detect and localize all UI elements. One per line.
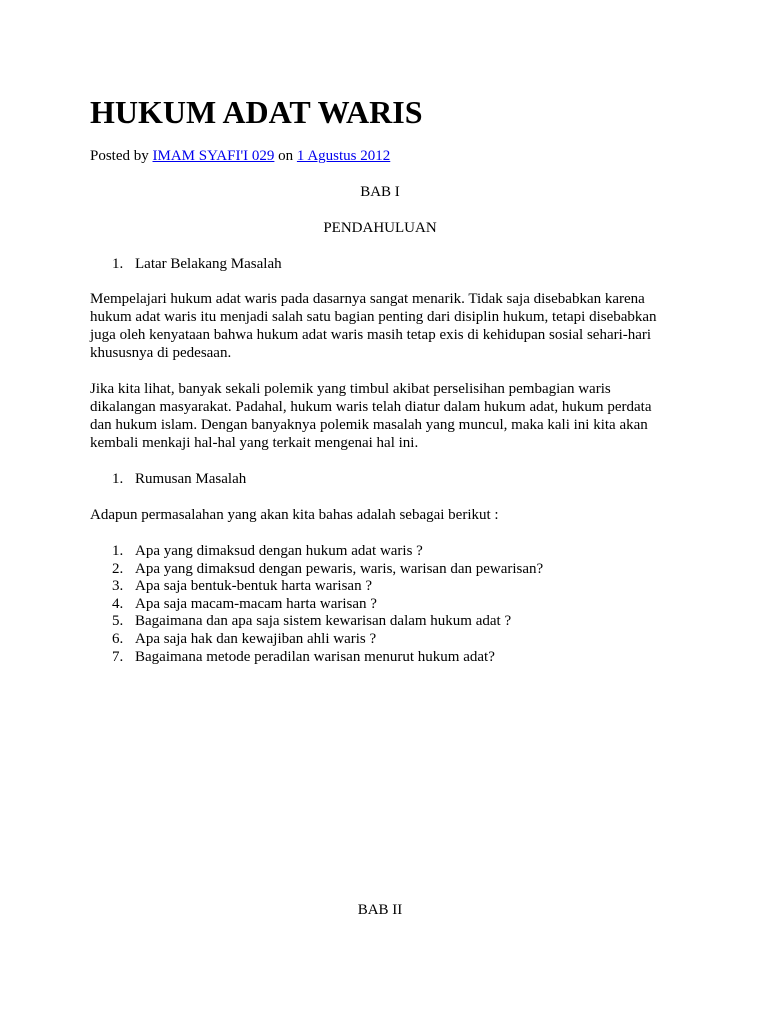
list-item <box>112 595 543 613</box>
list-item-number: 1. <box>112 543 124 559</box>
page-title: HUKUM ADAT WARIS <box>90 94 423 130</box>
subsection-number: 1. <box>112 256 124 272</box>
chapter-heading-bab1: BAB I <box>360 184 400 200</box>
subsection-label: Latar Belakang Masalah <box>135 256 282 272</box>
byline-middle: on <box>274 148 297 164</box>
list-item <box>112 648 543 666</box>
list-item-number: 7. <box>112 648 124 665</box>
list-item-text: Apa saja bentuk-bentuk harta warisan ? <box>135 578 372 595</box>
byline-prefix: Posted by <box>90 148 153 164</box>
date-link[interactable]: 1 Agustus 2012 <box>296 148 391 164</box>
list-item-number: 3. <box>112 578 124 595</box>
list-item <box>112 560 543 578</box>
subsection-label: Rumusan Masalah <box>135 471 247 487</box>
subsection-rumusan-masalah <box>112 470 246 488</box>
subsection-number: 1. <box>112 471 124 487</box>
paragraph-1: Mempelajari hukum adat waris pada dasarnya sangat menarik. Tidak saja disebabkan karena hukum adat waris itu menjadi salah satu bagian penting dari disiplin hukum, tetapi disebabkan juga oleh kenyataan bahwa hukum adat waris masih tetap exis di kehidupan sosial sehari-hari khususnya di pedesaan. <box>90 291 657 361</box>
list-item-text: Apa saja macam-macam harta warisan ? <box>135 595 377 612</box>
list-item-number: 4. <box>112 595 124 612</box>
list-item-text: Apa yang dimaksud dengan hukum adat waris ? <box>135 543 423 559</box>
list-item <box>112 542 543 560</box>
section-heading-pendahuluan: PENDAHULUAN <box>323 220 437 236</box>
paragraph-2: Jika kita lihat, banyak sekali polemik yang timbul akibat perselisihan pembagian waris dikalangan masyarakat. Padahal, hukum waris telah diatur dalam hukum adat, hukum perdata dan hukum islam. Dengan banyaknya polemik masalah yang muncul, maka kali ini kita akan kembali menkaji hal-hal yang terkait mengenai hal ini. <box>90 381 652 451</box>
list-item-number: 2. <box>112 560 124 577</box>
list-item-number: 5. <box>112 613 124 630</box>
list-item-text: Bagaimana dan apa saja sistem kewarisan dalam hukum adat ? <box>135 613 512 630</box>
list-intro: Adapun permasalahan yang akan kita bahas adalah sebagai berikut : <box>90 507 499 523</box>
subsection-latar-belakang <box>112 255 282 273</box>
list-item <box>112 577 543 595</box>
list-item-text: Apa yang dimaksud dengan pewaris, waris, warisan dan pewarisan? <box>135 560 544 577</box>
list-item <box>112 630 543 648</box>
byline <box>90 147 390 165</box>
list-item <box>112 612 543 630</box>
list-item-text: Bagaimana metode peradilan warisan menurut hukum adat? <box>135 648 495 665</box>
chapter-heading-bab2: BAB II <box>357 902 403 918</box>
question-list <box>112 542 543 665</box>
list-item-text: Apa saja hak dan kewajiban ahli waris ? <box>135 630 377 647</box>
list-item-number: 6. <box>112 630 124 647</box>
author-link[interactable]: IMAM SYAFI'I 029 <box>152 148 275 164</box>
